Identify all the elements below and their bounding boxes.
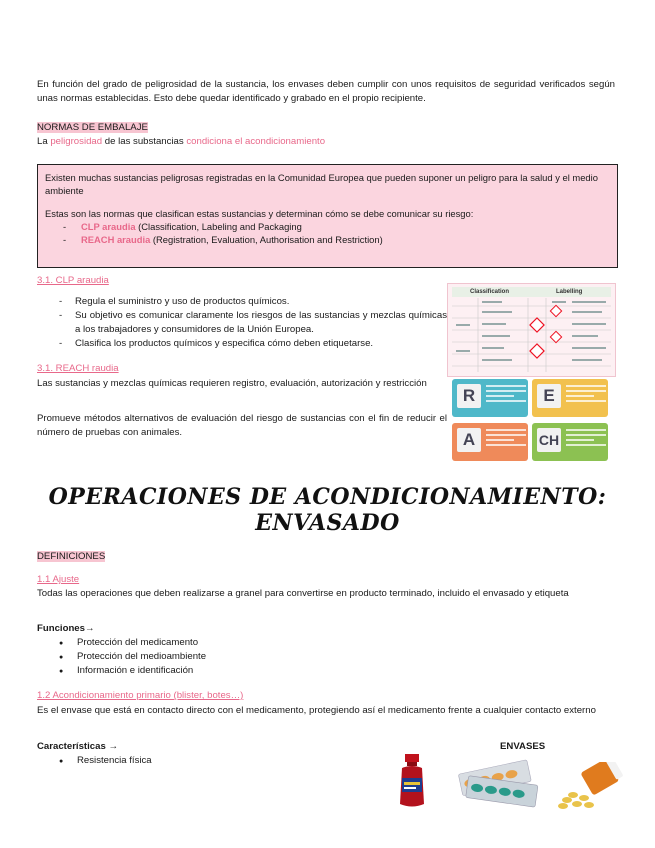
ajuste-heading: 1.1 Ajuste [37,574,80,585]
reach-paragraph-1: Las sustancias y mezclas químicas requieren registro, evaluación, autorización y restricción [37,378,427,389]
hazard-info-box [37,164,618,268]
reach-card-ch: CH [532,423,608,461]
list-item: - Clasifica los productos químicos y especifica cómo deben etiquetarse. [37,337,447,351]
list-item: ● Protección del medicamento [37,636,615,650]
reach-card-a: A [452,423,528,461]
blister-packs-image [457,758,541,808]
reach-heading: 3.1. REACH raudia [37,363,119,374]
normas-line: La peligrosidad de las substancias condiciona el acondicionamiento [37,136,326,147]
reach-paragraph-2: Promueve métodos alternativos de evaluación del riesgo de sustancias con el fin de reducir el número de pruebas con animales. [37,413,447,438]
list-item: ● Resistencia física [37,754,237,768]
figure-header-classification: Classification [470,289,510,295]
funciones-label: Funciones→ [37,623,95,634]
figure-header-labelling: Labelling [556,289,583,295]
box-item-clp: - CLP araudia (Classification, Labeling and Packaging [63,221,302,232]
list-item: - Su objetivo es comunicar claramente los riesgos de las sustancias y mezclas químicas a los trabajadores y consumidores de la Unión Europea. [37,309,447,337]
envases-label: ENVASES [500,741,546,752]
funciones-list [37,636,615,678]
box-item-reach: - REACH araudia (Registration, Evaluation, Authorisation and Restriction) [63,234,383,245]
syrup-bottle-image [392,752,432,810]
ajuste-text: Todas las operaciones que deben realizarse a granel para convertirse en producto terminado, incluido el envasado y etiqueta [37,588,569,599]
box-paragraph-2: Estas son las normas que clasifican estas sustancias y determinan cómo se debe comunicar su riesgo: [45,208,474,219]
clp-heading: 3.1. CLP araudia [37,275,109,286]
reach-cards-figure [452,379,608,463]
reach-card-e: E [532,379,608,417]
clp-classification-figure [447,283,616,377]
intro-paragraph: En función del grado de peligrosidad de la sustancia, los envases deben cumplir con unos requisitos de seguridad verificados según unas normas establecidas. Esto debe quedar identificado y grabado en el propio recipiente. [37,79,615,104]
pill-bottle-image [557,762,627,810]
page-title-line-1: OPERACIONES DE ACONDICIONAMIENTO: [48,484,607,510]
list-item: ● Información e identificación [37,664,615,678]
box-paragraph-1: Existen muchas sustancias peligrosas registradas en la Comunidad Europea que pueden suponer un peligro para la salud y el medio ambiente [45,172,598,196]
clp-list [37,295,447,351]
caracteristicas-list [37,754,237,768]
reach-card-r: R [452,379,528,417]
figure-table-graphic [448,284,615,376]
page-title-line-2: ENVASADO [255,510,400,536]
definiciones-heading: DEFINICIONES [37,551,106,562]
primario-text: Es el envase que está en contacto directo con el medicamento, protegiendo así el medicamento frente a cualquier contacto externo [37,705,596,716]
normas-heading: NORMAS DE EMBALAJE [37,122,148,133]
list-item: - Regula el suministro y uso de productos químicos. [37,295,447,309]
caracteristicas-label: Características → [37,741,119,752]
primario-heading: 1.2 Acondicionamiento primario (blister, botes…) [37,690,244,701]
list-item: ● Protección del medioambiente [37,650,615,664]
